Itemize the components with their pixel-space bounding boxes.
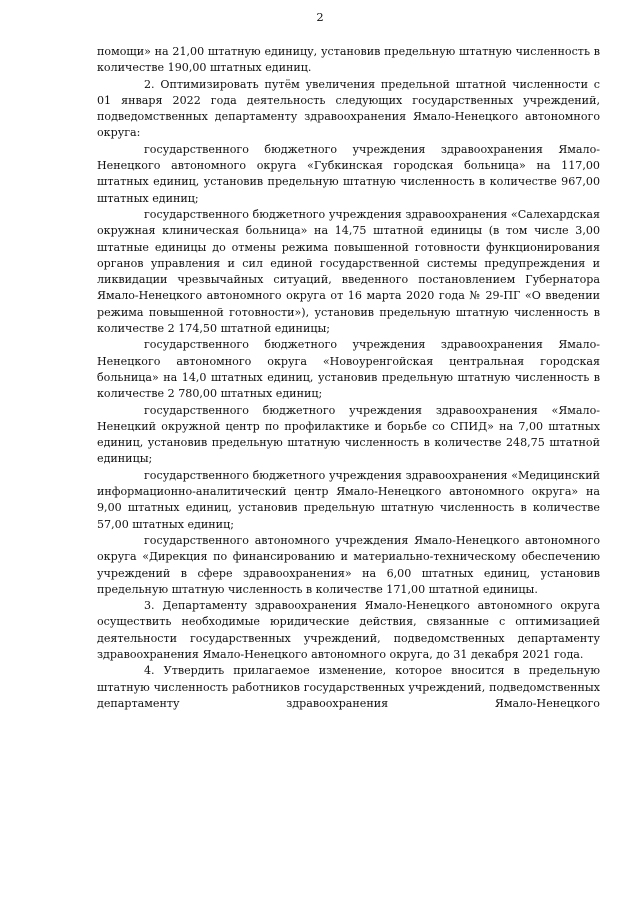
paragraph-5: государственного бюджетного учреждения здравоохранения Ямало-Ненецкого автономного округа «Новоуренгойская центральная городская больница» на 14,0 штатных единиц, установив предельную штатную численность в количестве 2 780,00 штатных единиц; — [97, 338, 600, 401]
paragraph-8: государственного автономного учреждения Ямало-Ненецкого автономного округа «Дирекция по финансированию и материально-техническому обеспечению учреждений в сфере здравоохранения» на 6,00 штатных единиц, установив предельную штатную численность в количестве 171,00 штатной единицы. — [97, 533, 600, 596]
paragraph-3: государственного бюджетного учреждения здравоохранения Ямало-Ненецкого автономного округа «Губкинская городская больница» на 117,00 штатных единиц, установив предельную штатную численность в количестве 967,00 штатных единиц; — [97, 142, 600, 205]
paragraph-6: государственного бюджетного учреждения здравоохранения «Ямало-Ненецкий окружной центр по профилактике и борьбе со СПИД» на 7,00 штатных единиц, установив предельную штатную численность в количестве 248,75 штатной единицы; — [97, 403, 600, 466]
document-body — [97, 44, 600, 712]
paragraph-10: 4. Утвердить прилагаемое изменение, которое вносится в предельную штатную численность работников государственных учреждений, подведомственных департаменту здравоохранения Ямало-Ненецкого — [97, 664, 600, 710]
paragraph-4: государственного бюджетного учреждения здравоохранения «Салехардская окружная клиническая больница» на 14,75 штатной единицы (в том числе 3,00 штатные единицы до отмены режима повышенной готовности функционирования органов управления и сил единой государственной системы предупреждения и ликвидации чрезвычайных ситуаций, введенного постановлением Губернатора Ямало-Ненецкого автономного округа от 16 марта 2020 года № 29-ПГ «О введении режима повышенной готовности»), установив предельную штатную численность в количестве 2 174,50 штатной единицы; — [97, 207, 600, 336]
paragraph-1: помощи» на 21,00 штатную единицу, установив предельную штатную численность в количестве 190,00 штатных единиц. — [97, 45, 600, 75]
page-number: 2 — [316, 10, 324, 24]
paragraph-9: 3. Департаменту здравоохранения Ямало-Ненецкого автономного округа осуществить необходимые юридические действия, связанные с оптимизацией деятельности государственных учреждений, подведомственных департаменту здравоохранения Ямало-Ненецкого автономного округа, до 31 декабря 2021 года. — [97, 599, 600, 661]
paragraph-2: 2. Оптимизировать путём увеличения предельной штатной численности с 01 января 2022 года деятельность следующих государственных учреждений, подведомственных департаменту здравоохранения Ямало-Ненецкого автономного округа: — [97, 77, 600, 140]
paragraph-7: государственного бюджетного учреждения здравоохранения «Медицинский информационно-аналитический центр Ямало-Ненецкого автономного округа» на 9,00 штатных единиц, установив предельную штатную численность в количестве 57,00 штатных единиц; — [97, 468, 600, 531]
